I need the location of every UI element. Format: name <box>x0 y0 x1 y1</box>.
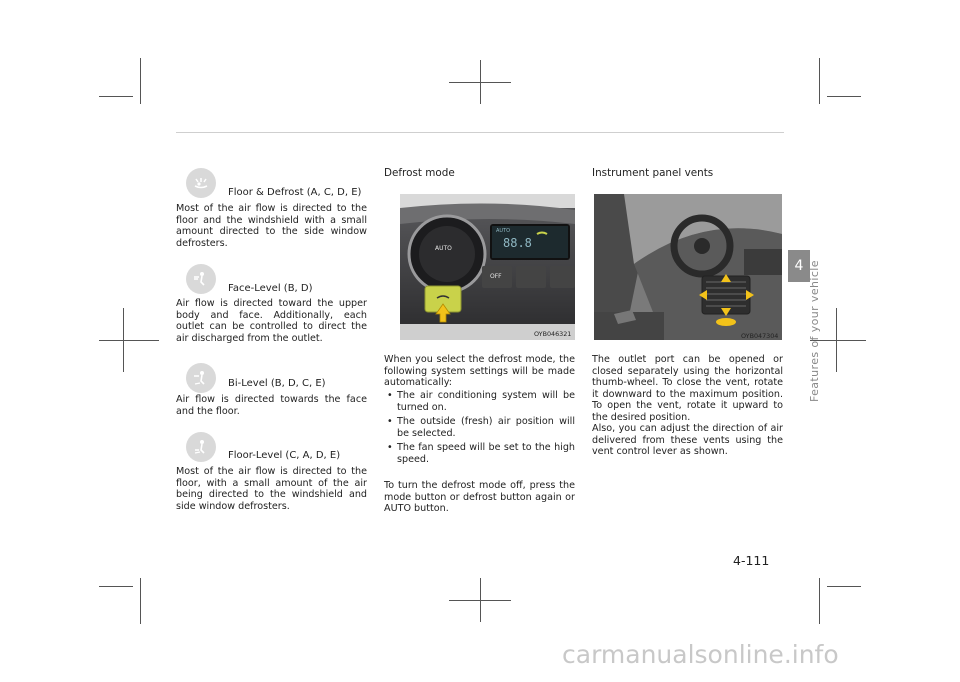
display-auto-label: AUTO <box>496 228 511 234</box>
crop-mark <box>140 58 141 104</box>
defrost-outro: To turn the defrost mode off, press the mode button or defrost button again or AUTO button. <box>384 480 575 515</box>
instrument-panel-vents-image <box>594 194 782 340</box>
crop-mark <box>99 586 133 587</box>
chapter-tab: 4 <box>788 250 810 282</box>
image-caption: OYB046321 <box>534 330 572 338</box>
watermark: carmanualsonline.info <box>562 640 839 669</box>
section-heading: Defrost mode <box>384 167 455 179</box>
mode-description: Air flow is directed towards the face and the floor. <box>176 394 367 417</box>
page-number: 4-111 <box>733 553 770 568</box>
face-level-mode-icon <box>186 264 216 294</box>
crop-mark <box>819 58 820 104</box>
vents-description: The outlet port can be opened or closed separately using the horizontal thumb-wheel. To close the vent, rotate it downward to the maximum position. To open the vent, rotate it upward to the desired position. <box>592 354 783 423</box>
mode-description: Air flow is directed toward the upper body and face. Additionally, each outlet can be controlled to direct the air discharged from the outlet. <box>176 298 367 344</box>
defrost-settings-list <box>384 390 575 469</box>
image-caption: OYB047304 <box>741 332 779 340</box>
crop-mark <box>827 586 861 587</box>
list-item: • The fan speed will be set to the high speed. <box>384 442 575 465</box>
display-temperature: 88.8 <box>503 236 532 250</box>
bi-level-mode-icon <box>186 363 216 393</box>
off-button-label: OFF <box>490 273 502 280</box>
list-item: • The outside (fresh) air position will be selected. <box>384 416 575 439</box>
crop-mark <box>819 578 820 624</box>
chapter-title: Features of your vehicle <box>808 260 821 402</box>
floor-defrost-mode-icon <box>186 168 216 198</box>
auto-button-label: AUTO <box>435 245 452 252</box>
mode-title: Face-Level (B, D) <box>228 283 313 294</box>
crop-mark <box>99 340 159 341</box>
crop-mark <box>123 308 124 372</box>
floor-level-mode-icon <box>186 432 216 462</box>
section-heading: Instrument panel vents <box>592 167 714 179</box>
crop-mark <box>480 60 481 104</box>
crop-mark <box>836 308 837 372</box>
list-item: • The air conditioning system will be turned on. <box>384 390 575 413</box>
crop-mark <box>140 578 141 624</box>
defrost-intro: When you select the defrost mode, the following system settings will be made automatically: <box>384 354 575 389</box>
crop-mark <box>827 96 861 97</box>
mode-description: Most of the air flow is directed to the floor and the windshield with a small amount directed to the side window defrosters. <box>176 203 367 249</box>
vents-direction-note: Also, you can adjust the direction of air delivered from these vents using the vent control lever as shown. <box>592 423 783 458</box>
header-rule <box>176 132 784 133</box>
mode-title: Floor & Defrost (A, C, D, E) <box>228 187 362 198</box>
crop-mark <box>480 578 481 622</box>
mode-title: Floor-Level (C, A, D, E) <box>228 450 341 461</box>
mode-description: Most of the air flow is directed to the floor, with a small amount of the air being directed to the windshield and side window defrosters. <box>176 466 367 512</box>
mode-title: Bi-Level (B, D, C, E) <box>228 378 326 389</box>
defrost-control-panel-image <box>400 194 575 340</box>
crop-mark <box>99 96 133 97</box>
